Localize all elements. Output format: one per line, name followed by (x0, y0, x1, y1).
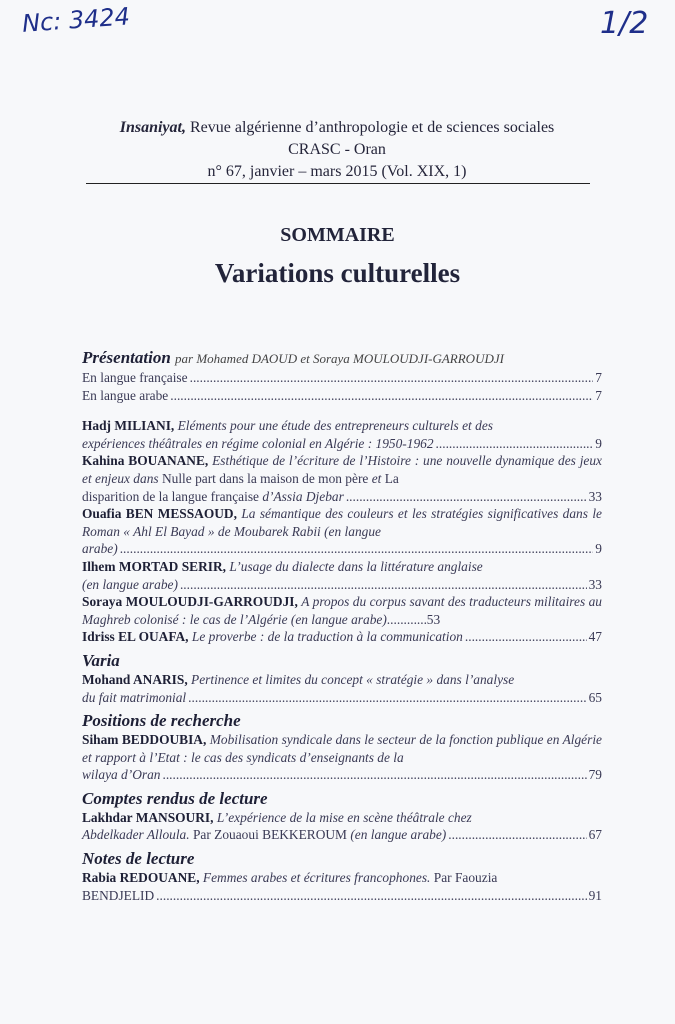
journal-header (84, 117, 590, 183)
toc-line (82, 387, 602, 405)
entry-title: A propos du corpus savant des traducteurs militaires au Maghreb colonisé : le cas de l’Algérie (en langue arabe) (82, 594, 602, 627)
dot-leader (436, 435, 594, 453)
entry-title-cont: du fait matrimonial (82, 689, 187, 705)
entry-title-work2: La (384, 470, 399, 486)
entry-title-work: Nulle part dans la maison de mon père (161, 470, 369, 486)
page-number: 53 (426, 611, 441, 627)
toc-entry (82, 671, 602, 706)
section-notes: Notes de lecture (82, 849, 195, 869)
page-number: 33 (588, 576, 602, 592)
entry-author: Lakhdar MANSOURI, (82, 809, 214, 825)
entry-title-cont: (en langue arabe) (82, 576, 178, 592)
entry-title: Femmes arabes et écritures francophones. (202, 870, 431, 886)
dot-leader (120, 540, 594, 558)
entry-author: Siham BEDDOUBIA, (82, 732, 207, 748)
toc-entry (82, 452, 602, 505)
entry-author: Kahina BOUANANE, (82, 453, 209, 469)
page-number: 79 (588, 767, 602, 783)
page-number: 91 (588, 887, 602, 903)
entry-title-cont: Abdelkader Alloula. (82, 827, 190, 843)
entry-author: Hadj MILIANI, (82, 418, 175, 434)
journal-name: Insaniyat, (119, 119, 186, 136)
toc-entry (82, 731, 602, 784)
toc-line-label: En langue arabe (82, 387, 169, 403)
section-varia: Varia (82, 650, 120, 670)
journal-subtitle: Revue algérienne d’anthropologie et de sciences sociales (189, 119, 555, 136)
table-of-contents (82, 343, 602, 904)
toc-entry (82, 593, 602, 628)
page-number: 9 (595, 435, 602, 451)
entry-title-author: d’Assia Djebar (262, 488, 344, 504)
entry-author: Ouafia BEN MESSAOUD, (82, 506, 237, 522)
section-presentation (82, 347, 602, 369)
toc-line (82, 369, 602, 387)
sommaire-heading: SOMMAIRE (280, 224, 395, 246)
page-number: 65 (588, 689, 602, 705)
dot-leader (190, 369, 594, 387)
toc-entry (82, 869, 602, 904)
page-number: 9 (595, 541, 602, 557)
publisher: CRASC - Oran (288, 141, 386, 158)
dot-leader: ............ (386, 611, 427, 627)
dot-leader (156, 887, 586, 905)
presentation-authors: par Mohamed DAOUD et Soraya MOULOUDJI-GARROUDJI (175, 351, 504, 366)
issue-info: n° 67, janvier – mars 2015 (Vol. XIX, 1) (207, 163, 467, 180)
section-positions: Positions de recherche (82, 711, 241, 731)
toc-entry (82, 809, 602, 844)
toc-entry (82, 628, 602, 646)
toc-entry (82, 417, 602, 452)
entry-title: L’expérience de la mise en scène théâtrale chez (216, 809, 472, 825)
entry-reviewer-cont: BENDJELID (82, 887, 155, 903)
entry-title: La sémantique des couleurs et les stratégies significatives dans le Roman « Ahl El Bayad » de Moubarek Rabii (en langue (82, 506, 602, 539)
entry-reviewer: Par Faouzia (433, 870, 498, 886)
handwritten-reference: Nc: 3424 (21, 2, 131, 38)
dot-leader (180, 576, 587, 594)
page-number: 33 (588, 488, 602, 504)
page-number: 47 (588, 629, 602, 645)
page-number: 7 (595, 387, 602, 403)
entry-author: Rabia REDOUANE, (82, 870, 200, 886)
entry-author: Ilhem MORTAD SERIR, (82, 558, 226, 574)
toc-entry (82, 558, 602, 593)
entry-title: Pertinence et limites du concept « stratégie » dans l’analyse (191, 671, 515, 687)
entry-title: Le proverbe : de la traduction à la communication (191, 629, 463, 645)
dot-leader (448, 826, 586, 844)
page-number: 67 (588, 827, 602, 843)
dot-leader (465, 628, 587, 646)
entry-title: L’usage du dialecte dans la littérature anglaise (229, 558, 483, 574)
entry-title: Esthétique de l’écriture de l’Histoire : une nouvelle dynamique des jeux et enjeux dans (82, 453, 602, 486)
entry-author: Idriss EL OUAFA, (82, 629, 189, 645)
entry-author: Soraya MOULOUDJI-GARROUDJI, (82, 594, 298, 610)
entry-author: Mohand ANARIS, (82, 671, 188, 687)
dot-leader (162, 766, 586, 784)
entry-title-conj: et (371, 470, 382, 486)
entry-title-cont: wilaya d’Oran (82, 767, 161, 783)
entry-title: Mobilisation syndicale dans le secteur de la fonction publique en Algérie et rapport à l’Etat : le cas des syndicats d’enseignants de la (82, 732, 602, 765)
section-comptes-rendus: Comptes rendus de lecture (82, 788, 268, 808)
toc-entry (82, 505, 602, 558)
dot-leader (188, 689, 586, 707)
dot-leader (346, 488, 587, 506)
entry-title-cont: disparition de la langue française (82, 488, 259, 504)
toc-line-label: En langue française (82, 370, 188, 385)
section-heading: Présentation (82, 348, 171, 367)
header-rule (86, 183, 590, 184)
dot-leader (170, 387, 593, 405)
entry-title: Eléments pour une étude des entrepreneurs culturels et des (177, 418, 493, 434)
entry-title-cont: arabe) (82, 541, 118, 557)
entry-reviewer: Par Zouaoui BEKKEROUM (192, 827, 347, 843)
entry-title-cont: expériences théâtrales en régime colonial en Algérie : 1950-1962 (82, 435, 434, 451)
handwritten-page-number: 1/2 (600, 6, 649, 41)
page-number: 7 (595, 370, 602, 385)
entry-language: (en langue arabe) (350, 827, 447, 843)
issue-title: Variations culturelles (214, 258, 461, 288)
